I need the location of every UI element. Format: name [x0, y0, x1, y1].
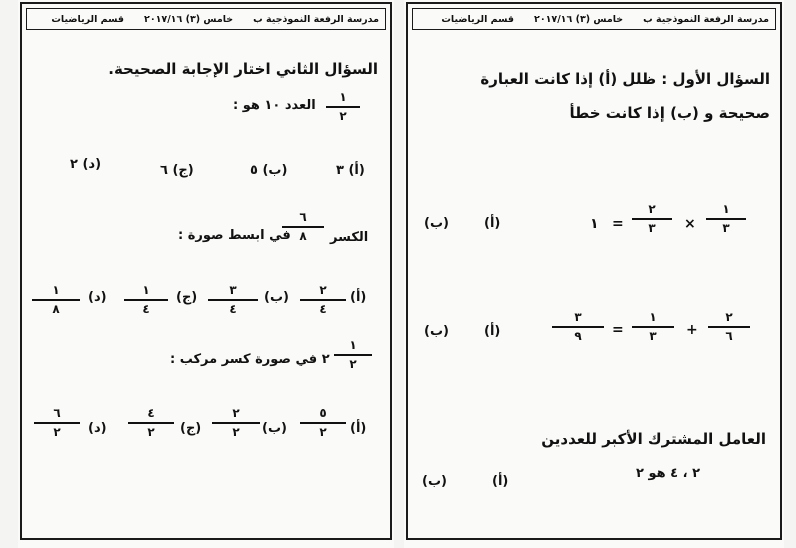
frac-den: ٤ — [229, 302, 237, 316]
option-a-fraction[interactable] — [300, 406, 346, 440]
frac-den: ٨ — [52, 302, 60, 316]
frac-num: ٢ — [232, 406, 240, 420]
frac-num: ١ — [52, 283, 60, 297]
frac-den: ٢ — [147, 425, 155, 439]
frac-bar — [334, 354, 372, 356]
frac-den: ٤ — [319, 302, 327, 316]
frac-den: ٣ — [648, 221, 656, 235]
class-date: خامس (٣) ٢٠١٧/١٦ — [534, 13, 624, 25]
frac-bar — [124, 299, 168, 301]
item1-fraction — [326, 90, 360, 124]
frac-den: ٢ — [339, 109, 347, 123]
option-label: (أ) — [348, 163, 365, 178]
eq2-fraction-3 — [552, 310, 604, 344]
item1-text: العدد ١٠ هو : — [233, 98, 316, 113]
option-a-fraction[interactable] — [300, 283, 346, 317]
exam-page-right — [404, 0, 784, 548]
option-c-fraction[interactable] — [128, 406, 174, 440]
eq2-fraction-1 — [708, 310, 750, 344]
item3-text: ٢ في صورة كسر مركب : — [170, 352, 330, 367]
school-name: مدرسة الرفعة النموذجية ب — [643, 13, 769, 25]
plus-sign: + — [686, 322, 698, 338]
question-line-1: السؤال الأول : ظلل (أ) إذا كانت العبارة — [480, 70, 770, 88]
exam-page-left — [18, 0, 394, 548]
option-b[interactable] — [250, 163, 287, 178]
option-c[interactable] — [160, 163, 194, 178]
frac-den: ٢ — [232, 425, 240, 439]
frac-num: ٤ — [147, 406, 155, 420]
frac-bar — [128, 422, 174, 424]
frac-bar — [632, 218, 672, 220]
item3-fraction — [334, 338, 372, 372]
equals-sign: = — [612, 322, 624, 338]
eq1-fraction-2 — [632, 202, 672, 236]
frac-den: ٣ — [722, 221, 730, 235]
option-label: (ج) — [172, 163, 194, 178]
frac-num: ١ — [142, 283, 150, 297]
frac-den: ٩ — [574, 329, 582, 343]
item2-suffix: في ابسط صورة : — [178, 228, 291, 243]
frac-num: ٢ — [725, 310, 733, 324]
frac-num: ٥ — [319, 406, 327, 420]
frac-bar — [32, 299, 80, 301]
frac-bar — [552, 326, 604, 328]
frac-den: ٣ — [649, 329, 657, 343]
frac-den: ٢ — [319, 425, 327, 439]
frac-bar — [632, 326, 674, 328]
option-c-fraction[interactable] — [124, 283, 168, 317]
frac-bar — [326, 106, 360, 108]
option-d-label[interactable]: (د) — [88, 421, 107, 436]
frac-bar — [708, 326, 750, 328]
option-b-label[interactable]: (ب) — [264, 290, 289, 305]
school-name: مدرسة الرفعة النموذجية ب — [253, 13, 379, 25]
option-a[interactable]: (أ) — [484, 324, 501, 339]
option-a[interactable] — [336, 163, 365, 178]
option-a-label[interactable]: (أ) — [350, 290, 367, 305]
question-title: السؤال الثاني اختار الإجابة الصحيحة. — [108, 60, 378, 78]
frac-num: ٣ — [574, 310, 582, 324]
option-b[interactable]: (ب) — [424, 216, 449, 231]
option-d-fraction[interactable] — [34, 406, 80, 440]
option-b[interactable]: (ب) — [422, 474, 447, 489]
page-header — [26, 8, 386, 30]
gcf-title: العامل المشترك الأكبر للعددين — [541, 430, 766, 448]
option-label: (ب) — [262, 163, 288, 178]
eq1-result: ١ — [590, 216, 599, 232]
frac-den: ٢ — [53, 425, 61, 439]
option-value: ٥ — [250, 163, 258, 178]
frac-den: ٤ — [142, 302, 150, 316]
frac-num: ١ — [349, 338, 357, 352]
frac-num: ١ — [722, 202, 730, 216]
frac-num: ٣ — [229, 283, 237, 297]
multiply-sign: × — [684, 216, 696, 232]
eq1-fraction-1 — [706, 202, 746, 236]
frac-bar — [212, 422, 260, 424]
question-line-2: صحيحة و (ب) إذا كانت خطأ — [569, 104, 770, 122]
frac-bar — [300, 299, 346, 301]
option-value: ٣ — [336, 163, 344, 178]
eq2-fraction-2 — [632, 310, 674, 344]
option-b-fraction[interactable] — [208, 283, 258, 317]
frac-bar — [34, 422, 80, 424]
option-a[interactable]: (أ) — [484, 216, 501, 231]
option-c-label[interactable]: (ج) — [180, 421, 202, 436]
class-date: خامس (٣) ٢٠١٧/١٦ — [144, 13, 234, 25]
department: قسم الرياضيات — [51, 13, 125, 25]
page-header — [412, 8, 776, 30]
option-b-label[interactable]: (ب) — [262, 421, 287, 436]
frac-num: ٢ — [648, 202, 656, 216]
option-b-fraction[interactable] — [212, 406, 260, 440]
option-c-label[interactable]: (ج) — [176, 290, 198, 305]
page-border — [20, 2, 392, 540]
option-d[interactable] — [70, 157, 101, 172]
option-d-label[interactable]: (د) — [88, 290, 107, 305]
frac-bar — [208, 299, 258, 301]
option-value: ٦ — [160, 163, 168, 178]
frac-den: ٦ — [725, 329, 733, 343]
frac-bar — [300, 422, 346, 424]
frac-bar — [706, 218, 746, 220]
option-d-fraction[interactable] — [32, 283, 80, 317]
frac-den: ٨ — [299, 229, 307, 243]
frac-num: ٦ — [53, 406, 61, 420]
department: قسم الرياضيات — [441, 13, 515, 25]
item2-prefix: الكسر — [330, 230, 369, 245]
option-a[interactable]: (أ) — [492, 474, 509, 489]
frac-num: ٢ — [319, 283, 327, 297]
frac-num: ١ — [339, 90, 347, 104]
option-a-label[interactable]: (أ) — [350, 421, 367, 436]
option-value: ٢ — [70, 157, 78, 172]
option-b[interactable]: (ب) — [424, 324, 449, 339]
frac-num: ١ — [649, 310, 657, 324]
gcf-line: ٢ ، ٤ هو ٢ — [636, 466, 701, 481]
frac-den: ٢ — [349, 357, 357, 371]
frac-num: ٦ — [299, 210, 307, 224]
option-label: (د) — [82, 157, 102, 172]
equals-sign: = — [612, 216, 624, 232]
